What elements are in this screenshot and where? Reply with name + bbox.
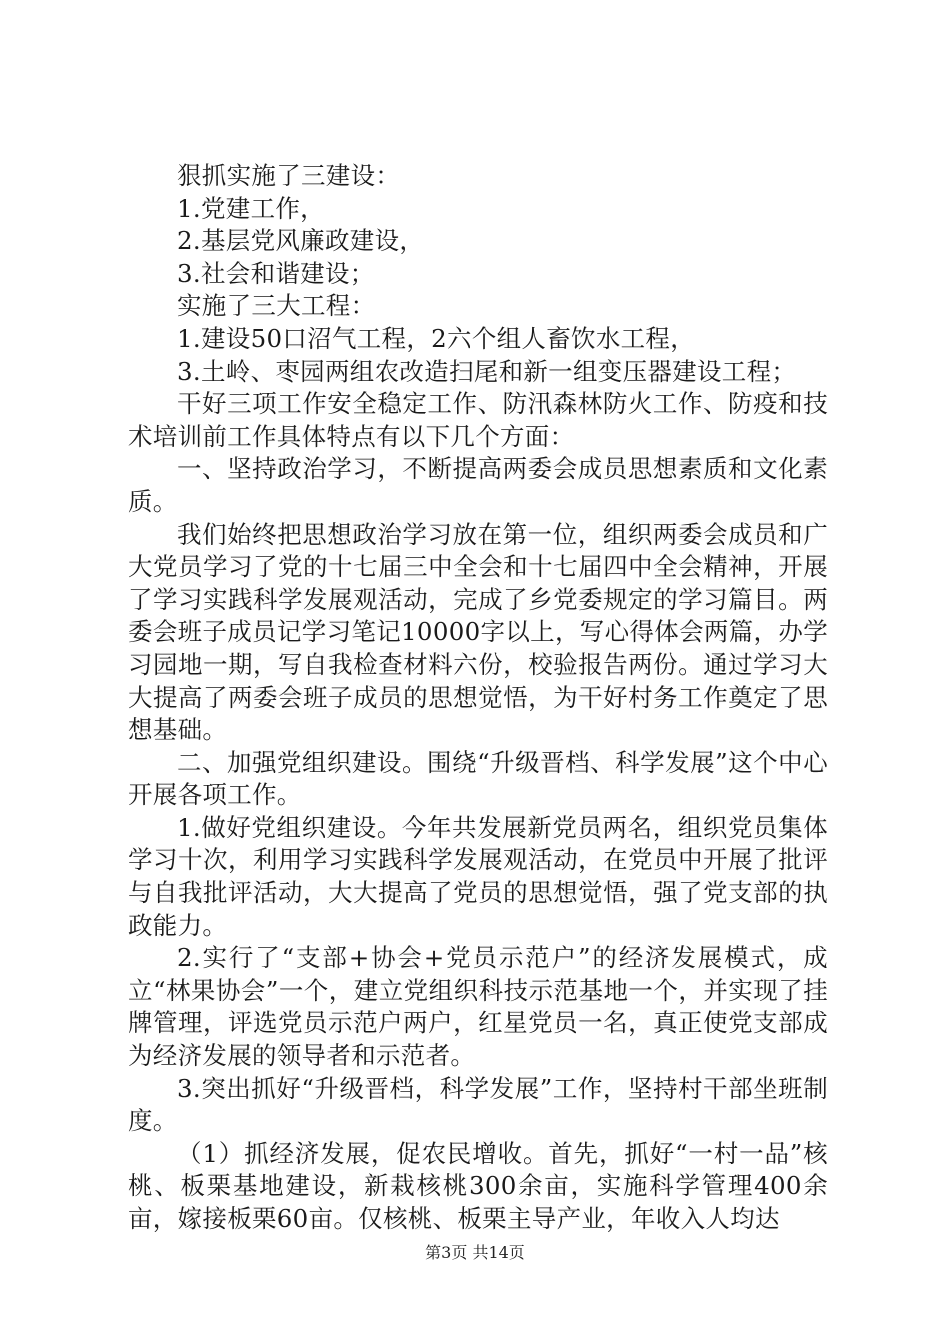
paragraph: 2.基层党风廉政建设， [177,226,425,256]
paragraph: 1.党建工作， [177,193,325,223]
paragraph: 2.实行了“支部+协会+党员示范户”的经济发展模式，成立“林果协会”一个，建立党组织科技示范基地一个，并实现了挂牌管理，评选党员示范户两户，红星党员一名，真正使党支部成为经济发展的领导者和示范者。 [128,943,828,1071]
section-heading: 二、加强党组织建设。围绕“升级晋档、科学发展”这个中心开展各项工作。 [128,747,828,810]
paragraph: 1.建设50口沼气工程，2六个组人畜饮水工程， [177,323,696,353]
page-footer [0,1243,950,1263]
paragraph: 3.社会和谐建设； [177,258,375,288]
paragraph: 1.做好党组织建设。今年共发展新党员两名，组织党员集体学习十次，利用学习实践科学发展观活动，在党员中开展了批评与自我批评活动，大大提高了党员的思想觉悟，强了党支部的执政能力。 [128,812,828,940]
paragraph: 干好三项工作安全稳定工作、防汛森林防火工作、防疫和技术培训前工作具体特点有以下几个方面： [128,389,828,451]
paragraph: （1）抓经济发展，促农民增收。首先，抓好“一村一品”核桃、板栗基地建设，新栽核桃300余亩，实施科学管理400余亩，嫁接板栗60亩。仅核桃、板栗主导产业，年收入人均达 [128,1138,828,1233]
paragraph: 3.土岭、枣园两组农改造扫尾和新一组变压器建设工程； [177,356,797,386]
page-number: 第3页 共14页 [425,1243,525,1262]
paragraph: 狠抓实施了三建设： [177,161,401,190]
paragraph: 我们始终把思想政治学习放在第一位，组织两委会成员和广大党员学习了党的十七届三中全会和十七届四中全会精神，开展了学习实践科学发展观活动，完成了乡党委规定的学习篇目。两委会班子成员记学习笔记10000字以上，写心得体会两篇，办学习园地一期，写自我检查材料六份，校验报告两份。通过学习大大提高了两委会班子成员的思想觉悟，为干好村务工作奠定了思想基础。 [128,519,828,745]
section-heading: 一、坚持政治学习，不断提高两委会成员思想素质和文化素质。 [128,454,828,516]
paragraph: 3.突出抓好“升级晋档，科学发展”工作，坚持村干部坐班制度。 [128,1073,828,1136]
document-body [128,160,828,1236]
paragraph: 实施了三大工程： [177,291,376,321]
